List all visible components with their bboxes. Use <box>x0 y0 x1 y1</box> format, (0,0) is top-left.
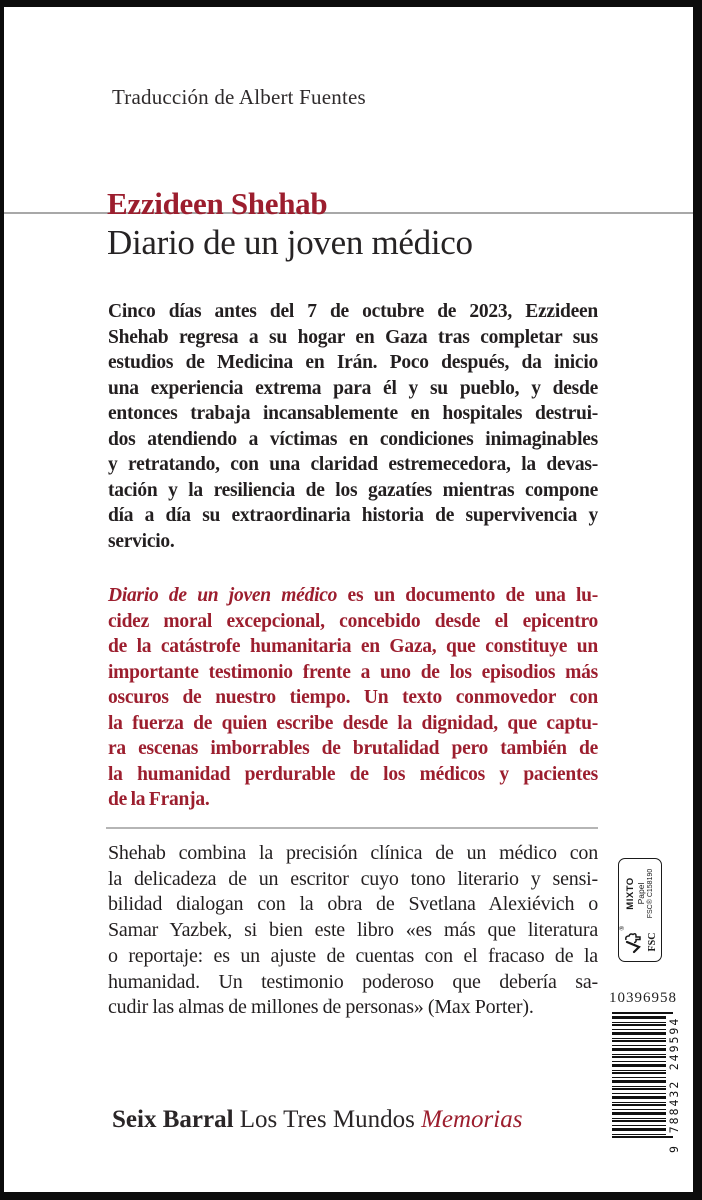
translator-note: Traducción de Albert Fuentes <box>112 85 366 109</box>
text-line: oscuros de nuestro tiempo. Un texto conmovedor con <box>108 687 598 708</box>
text-line: humanidad. Un testimonio poderoso que debería sa- <box>108 970 598 993</box>
text-line: ra escenas imborrables de brutalidad pero también de <box>108 738 598 759</box>
text-line: la fuerza de quien escribe desde la dignidad, que captu- <box>108 712 598 734</box>
text-line: Samar Yazbek, si bien este libro «es más que literatura <box>108 919 598 942</box>
text-line: entonces trabaja incansablemente en hospitales destrui- <box>108 403 598 424</box>
text-line: día a día su extraordinaria historia de supervivencia y <box>108 505 598 526</box>
review-first-line-rest: es un documento de una lu- <box>337 585 598 606</box>
barcode-rotated <box>612 1012 680 1154</box>
barcode-digits <box>667 1012 681 1154</box>
review-title-italic: Diario de un joven médico <box>108 585 338 606</box>
text-line: Shehab regresa a su hogar en Gaza tras completar sus <box>108 326 598 348</box>
text-line: tación y la resiliencia de los gazatíes mientras compone <box>108 479 598 501</box>
review-paragraph <box>108 583 598 813</box>
fsc-certification-label <box>618 858 662 962</box>
publisher-imprint: Seix Barral <box>112 1106 234 1133</box>
text-line: Cinco días antes del 7 de octubre de 2023, Ezzideen <box>108 301 598 322</box>
horizontal-rule-middle <box>106 827 598 829</box>
ean-group-1: 788432 <box>667 1079 681 1134</box>
ean-group-2: 249594 <box>667 1016 681 1071</box>
text-line: importante testimonio frente a uno de los episodios más <box>108 661 598 683</box>
registered-mark: ® <box>619 926 626 931</box>
text-line: dos atendiendo a víctimas en condiciones inimaginables <box>108 428 598 450</box>
publisher-series: Memorias <box>421 1106 523 1133</box>
fsc-tree-check-icon <box>630 930 647 954</box>
fsc-type: MIXTO <box>625 877 637 910</box>
text-line: cidez moral excepcional, concebido desde el epicentro <box>108 610 598 632</box>
text-line: una experiencia extrema para él y su pueblo, y desde <box>108 377 598 399</box>
text-line: de la Franja. <box>108 789 210 810</box>
barcode-bars <box>612 1012 666 1138</box>
text-line: bilidad dialogan con la obra de Svetlana Alexiévich o <box>108 893 598 916</box>
horizontal-rule-top <box>0 212 702 214</box>
synopsis-paragraph <box>108 299 598 554</box>
review-first-line <box>108 583 598 609</box>
author-name: Ezzideen Shehab <box>107 186 328 221</box>
text-line: Shehab combina la precisión clínica de un médico con <box>108 842 598 864</box>
text-line: cudir las almas de millones de personas» (Max Porter). <box>108 996 534 1019</box>
publisher-line <box>112 1106 522 1134</box>
publisher-collection: Los Tres Mundos <box>233 1106 422 1133</box>
ean-prefix-digit: 9 <box>667 1146 681 1153</box>
fsc-wordmark: FSC <box>646 932 658 952</box>
text-line: servicio. <box>108 530 175 552</box>
isbn-barcode <box>612 1012 680 1154</box>
text-line: o reportaje: es un ajuste de cuentas con el fracaso de la <box>108 944 598 967</box>
fsc-license-code: FSC® C158190 <box>646 868 654 919</box>
text-line: la delicadeza de un escritor cuyo tono literario y sensi- <box>108 867 598 890</box>
about-author-paragraph <box>108 841 598 1021</box>
book-title: Diario de un joven médico <box>107 223 473 262</box>
fsc-logo <box>619 926 658 957</box>
text-line: estudios de Medicina en Irán. Poco después, da inicio <box>108 352 598 373</box>
fsc-text <box>625 863 655 924</box>
text-line: la humanidad perdurable de los médicos y pacientes <box>108 763 598 785</box>
fsc-material: Papel <box>636 882 647 905</box>
print-code: 10396958 <box>609 990 677 1006</box>
text-line: y retratando, con una claridad estremecedora, la devas- <box>108 454 598 475</box>
text-line: de la catástrofe humanitaria en Gaza, que constituye un <box>108 636 598 657</box>
fsc-label-box <box>618 858 662 962</box>
